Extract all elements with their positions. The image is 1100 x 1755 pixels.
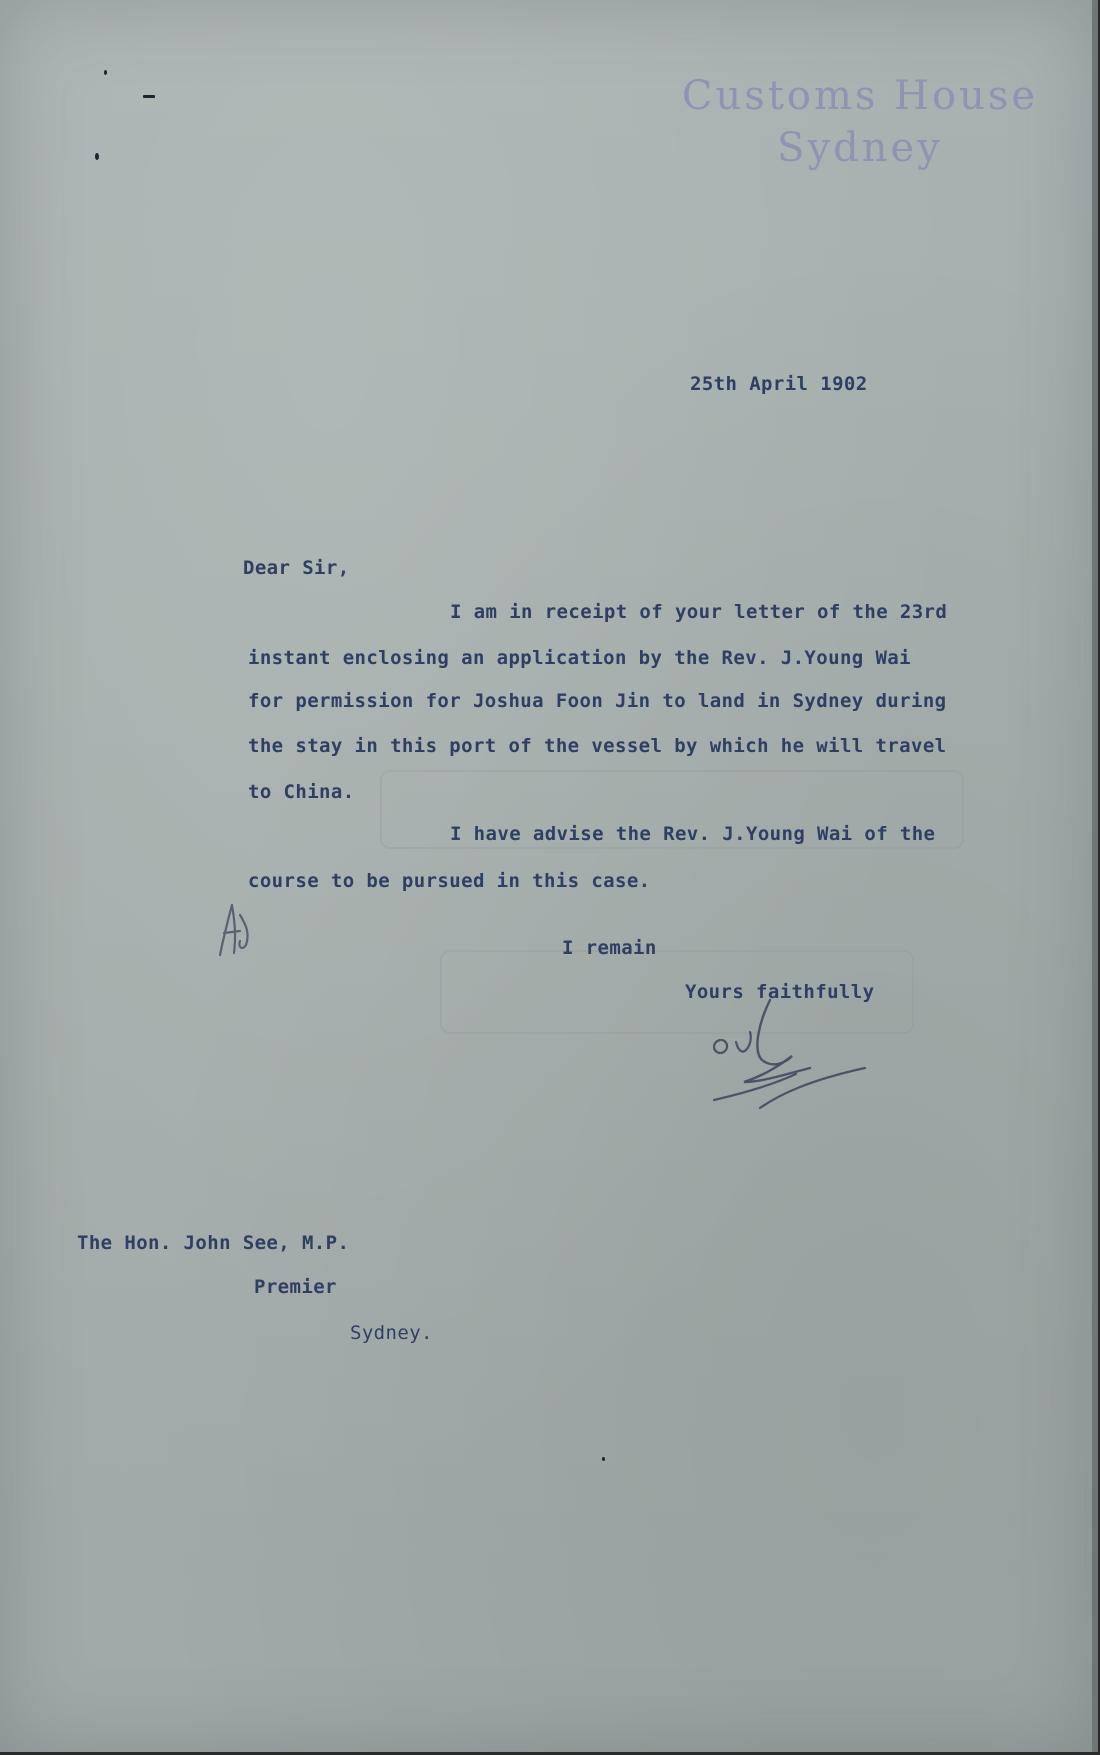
stamp-line-2: Sydney (777, 125, 943, 171)
paragraph-1-line: instant enclosing an application by the Rev. J.Young Wai (248, 647, 911, 669)
handwritten-signature (700, 990, 880, 1120)
salutation: Dear Sir, (243, 557, 350, 579)
paragraph-2-line: I have advise the Rev. J.Young Wai of the (450, 823, 936, 845)
closing-remain: I remain (562, 937, 657, 959)
ink-mark (104, 70, 107, 75)
paragraph-2-line: course to be pursued in this case. (248, 870, 651, 892)
letter-date: 25th April 1902 (690, 373, 868, 395)
ink-mark (143, 95, 155, 98)
closing-faithfully: Yours faithfully (685, 981, 875, 1003)
paragraph-1-line: to China. (248, 781, 355, 803)
paragraph-1-line: I am in receipt of your letter of the 23rd (450, 601, 948, 623)
stamp-line-1: Customs House (681, 73, 1039, 119)
customs-house-stamp (660, 70, 1060, 174)
handwritten-initials (210, 895, 270, 965)
paragraph-1-line: for permission for Joshua Foon Jin to land in Sydney during (248, 690, 947, 712)
addressee-title: Premier (254, 1276, 337, 1298)
addressee-city: Sydney. (350, 1322, 433, 1344)
paragraph-1-line: the stay in this port of the vessel by which he will travel (248, 735, 947, 757)
ink-mark (95, 153, 99, 160)
ink-mark (602, 1457, 605, 1461)
addressee-name: The Hon. John See, M.P. (77, 1232, 350, 1254)
